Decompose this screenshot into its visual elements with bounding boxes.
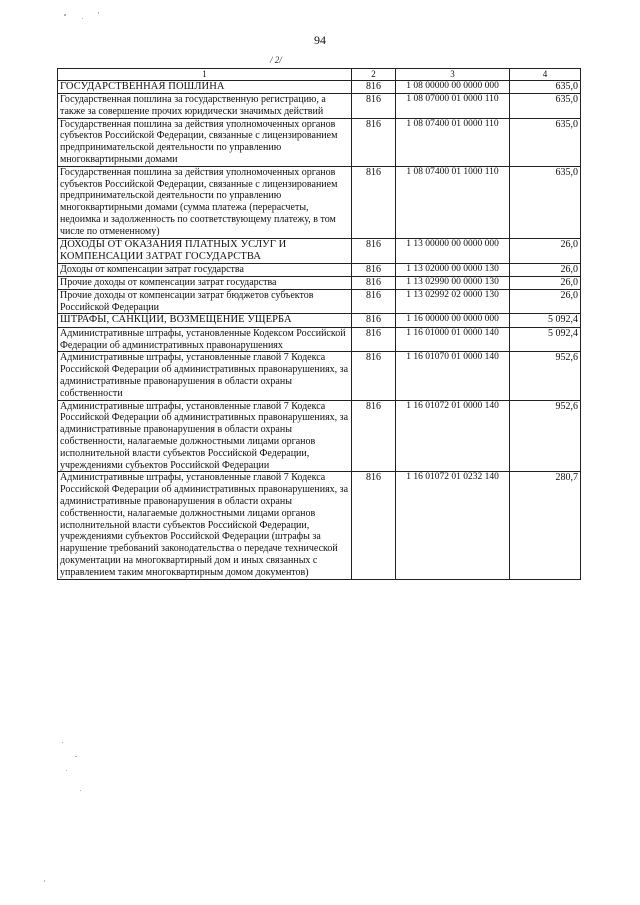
row-admin-code: 816 (352, 166, 396, 238)
row-amount: 952,6 (510, 400, 581, 472)
row-name: Административные штрафы, установленные главой 7 Кодекса Российской Федерации об административных правонарушениях, за административные правонарушения в области охраны собственности, налагаемые должностными лицами органов исполнительной власти субъектов Российской Федерации, учреждениями субъектов Российской Федерации (штрафы за нарушение требований законодательства о передаче технической документации на многоквартирный дом и иных связанных с управлением таким многоквартирным домом документов) (58, 472, 352, 579)
row-admin-code: 816 (352, 314, 396, 327)
row-name: Государственная пошлина за действия уполномоченных органов субъектов Российской Федерации, связанные с лицензированием предпринимательской деятельности по управлению многоквартирными домами (сумма платежа (перерасчеты, недоимка и задолженность по соответствующему платежу, в том числе по отмененному) (58, 166, 352, 238)
row-name: Административные штрафы, установленные Кодексом Российской Федерации об административных правонарушениях (58, 327, 352, 352)
table-row (58, 118, 581, 166)
row-admin-code: 816 (352, 472, 396, 579)
row-admin-code: 816 (352, 93, 396, 118)
row-classification-code: 1 13 00000 00 0000 000 (396, 238, 510, 264)
scan-speck (44, 880, 45, 882)
header-col-1: 1 (58, 69, 352, 81)
row-name: Государственная пошлина за государственную регистрацию, а также за совершение прочих юридически значимых действий (58, 93, 352, 118)
row-admin-code: 816 (352, 289, 396, 314)
row-amount: 635,0 (510, 80, 581, 93)
row-classification-code: 1 16 01070 01 0000 140 (396, 352, 510, 400)
row-name: ГОСУДАРСТВЕННАЯ ПОШЛИНА (58, 80, 352, 93)
header-col-4: 4 (510, 69, 581, 81)
row-name: Доходы от компенсации затрат государства (58, 264, 352, 277)
table-row (58, 472, 581, 579)
row-classification-code: 1 08 07000 01 0000 110 (396, 93, 510, 118)
table-section-row (58, 314, 581, 327)
row-classification-code: 1 08 07400 01 0000 110 (396, 118, 510, 166)
row-admin-code: 816 (352, 238, 396, 264)
row-name: Прочие доходы от компенсации затрат государства (58, 277, 352, 290)
row-amount: 5 092,4 (510, 327, 581, 352)
row-amount: 635,0 (510, 93, 581, 118)
scan-speck (64, 14, 66, 16)
table-row (58, 166, 581, 238)
table-row (58, 264, 581, 277)
table-row (58, 289, 581, 314)
revenue-table (57, 68, 581, 580)
table-row (58, 352, 581, 400)
row-classification-code: 1 16 00000 00 0000 000 (396, 314, 510, 327)
header-col-2: 2 (352, 69, 396, 81)
row-admin-code: 816 (352, 118, 396, 166)
scan-speck (80, 790, 81, 791)
row-name: Государственная пошлина за действия уполномоченных органов субъектов Российской Федерации, связанные с лицензированием предпринимательской деятельности по управлению многоквартирными домами (58, 118, 352, 166)
row-admin-code: 816 (352, 352, 396, 400)
row-admin-code: 816 (352, 277, 396, 290)
scan-speck (75, 756, 77, 757)
row-classification-code: 1 16 01072 01 0232 140 (396, 472, 510, 579)
row-classification-code: 1 16 01072 01 0000 140 (396, 400, 510, 472)
scan-speck (98, 12, 99, 14)
row-admin-code: 816 (352, 80, 396, 93)
header-row (58, 69, 581, 81)
table-row (58, 400, 581, 472)
table-section-row (58, 80, 581, 93)
row-classification-code: 1 13 02000 00 0000 130 (396, 264, 510, 277)
row-amount: 26,0 (510, 238, 581, 264)
row-name: ДОХОДЫ ОТ ОКАЗАНИЯ ПЛАТНЫХ УСЛУГ И КОМПЕНСАЦИИ ЗАТРАТ ГОСУДАРСТВА (58, 238, 352, 264)
row-amount: 635,0 (510, 166, 581, 238)
row-name: Прочие доходы от компенсации затрат бюджетов субъектов Российской Федерации (58, 289, 352, 314)
row-name: ШТРАФЫ, САНКЦИИ, ВОЗМЕЩЕНИЕ УЩЕРБА (58, 314, 352, 327)
row-amount: 952,6 (510, 352, 581, 400)
scan-speck (82, 18, 83, 19)
row-admin-code: 816 (352, 400, 396, 472)
row-admin-code: 816 (352, 327, 396, 352)
scan-speck (62, 742, 63, 743)
row-amount: 5 092,4 (510, 314, 581, 327)
row-name: Административные штрафы, установленные главой 7 Кодекса Российской Федерации об административных правонарушениях, за административные правонарушения в области охраны собственности, налагаемые должностными лицами органов исполнительной власти субъектов Российской Федерации, учреждениями субъектов Российской Федерации (58, 400, 352, 472)
page-number: 94 (314, 33, 326, 47)
header-col-3: 3 (396, 69, 510, 81)
row-classification-code: 1 08 07400 01 1000 110 (396, 166, 510, 238)
row-name: Административные штрафы, установленные главой 7 Кодекса Российской Федерации об административных правонарушениях, за административные правонарушения в области охраны собственности (58, 352, 352, 400)
row-classification-code: 1 13 02992 02 0000 130 (396, 289, 510, 314)
row-amount: 26,0 (510, 277, 581, 290)
scan-speck (66, 770, 67, 771)
row-amount: 280,7 (510, 472, 581, 579)
table-row (58, 327, 581, 352)
table-section-row (58, 238, 581, 264)
row-admin-code: 816 (352, 264, 396, 277)
handwritten-mark: / 2/ (270, 55, 282, 65)
row-classification-code: 1 16 01000 01 0000 140 (396, 327, 510, 352)
row-classification-code: 1 13 02990 00 0000 130 (396, 277, 510, 290)
table-row (58, 277, 581, 290)
row-amount: 26,0 (510, 289, 581, 314)
row-amount: 26,0 (510, 264, 581, 277)
row-classification-code: 1 08 00000 00 0000 000 (396, 80, 510, 93)
table-row (58, 93, 581, 118)
row-amount: 635,0 (510, 118, 581, 166)
